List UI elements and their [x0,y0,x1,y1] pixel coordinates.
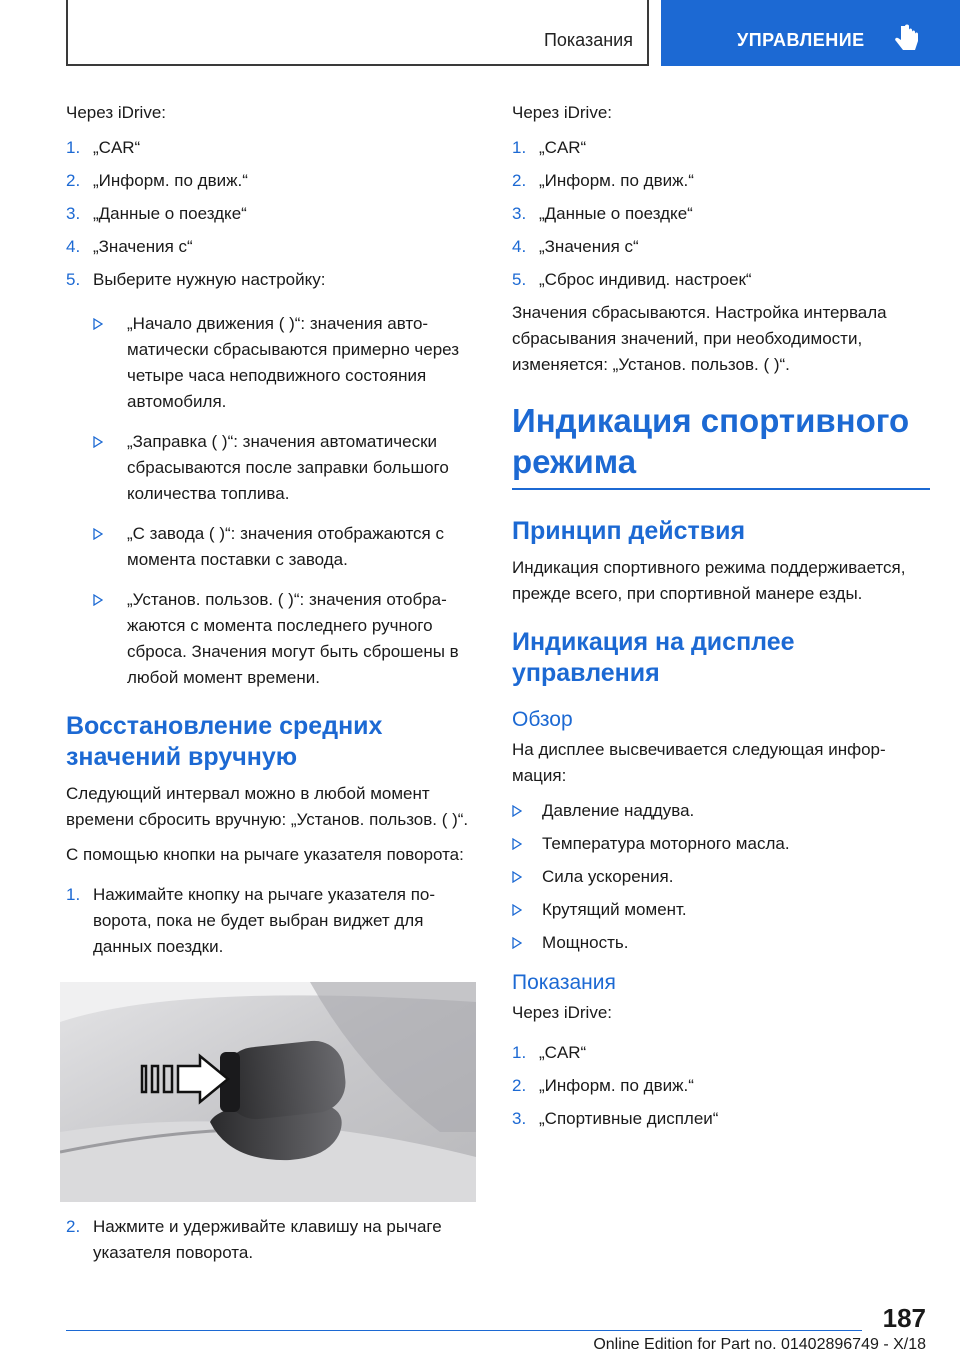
triangle-bullet-icon [512,937,522,949]
option-text: „Начало движения ( )“: значения автоматически сбрасываются примерно через четыре часа неподвижного состояния автомобиля. [127,314,460,411]
step-number: 4. [512,237,527,256]
option-text: „Установ. пользов. ( )“: значения отображаются с момента последнего ручного сброса. Значения могут быть сброшены в любой момент времени. [127,590,459,687]
step-number: 3. [512,1109,527,1128]
list-item [512,930,930,956]
step-number: 1. [66,885,81,904]
list-item [512,135,930,161]
right-steps-list [512,135,930,293]
list-item [66,201,478,227]
step-text: „Сброс индивид. настроек“ [539,270,752,289]
left-steps-list [66,135,478,293]
step-text: Нажимайте кнопку на рычаге указателя поворота, пока не будет выбран виджет для данных поездки. [93,885,436,956]
triangle-bullet-icon [512,904,522,916]
overview-heading: Обзор [512,708,573,731]
manual-reset-heading: Восстановление средних значений вручную [66,712,383,771]
list-item [93,587,478,691]
step-number: 1. [512,1043,527,1062]
list-item [512,1073,930,1099]
right-column [512,100,930,1139]
overview-item-text: Мощность. [542,933,629,952]
reset-options-list [93,311,478,691]
principle-text: Индикация спортивного режима поддерживается, прежде всего, при спортивной манере езды. [512,558,906,603]
step-text: „CAR“ [539,138,587,157]
step-text: „Данные о поездке“ [93,204,247,223]
sport-display-heading: Индикация спортивного режима [512,400,930,490]
option-text: „С завода ( )“: значения отображаются с момента поставки с завода. [127,524,444,569]
step-number: 2. [66,1217,81,1236]
left-column [66,100,478,1273]
list-item [66,234,478,260]
hand-pointer-icon [895,24,921,54]
triangle-bullet-icon [93,594,103,606]
list-item [66,168,478,194]
header-tab-readings [66,0,649,66]
header-tab-controls-label: УПРАВЛЕНИЕ [737,30,865,50]
list-item [512,267,930,293]
step-text: „CAR“ [539,1043,587,1062]
step-number: 5. [66,270,81,289]
overview-list [512,798,930,956]
triangle-bullet-icon [512,805,522,817]
right-intro: Через iDrive: [512,103,613,122]
list-item [512,201,930,227]
step-number: 1. [66,138,81,157]
manual-steps-list [66,882,478,960]
list-item [512,1040,930,1066]
overview-item-text: Температура моторного масла. [542,834,790,853]
readings-heading: Показания [512,971,616,994]
step-text: „Информ. по движ.“ [93,171,248,190]
step-number: 2. [512,171,527,190]
lever-button-illustration-graphic [60,982,476,1202]
triangle-bullet-icon [512,871,522,883]
principle-heading: Принцип действия [512,517,746,545]
step-text: „Значения с“ [93,237,193,256]
step-text: „Значения с“ [539,237,639,256]
left-intro: Через iDrive: [66,103,167,122]
footer-edition: Online Edition for Part no. 01402896749 - X/18 [593,1336,926,1353]
list-item [512,864,930,890]
step-number: 2. [512,1076,527,1095]
step-number: 5. [512,270,527,289]
list-item [93,521,478,573]
list-item [93,311,478,415]
step-number: 4. [66,237,81,256]
overview-item-text: Сила ускорения. [542,867,674,886]
turn-signal-lever-illustration [60,982,476,1202]
triangle-bullet-icon [93,528,103,540]
step-text: Выберите нужную настройку: [93,270,326,289]
list-item [66,135,478,161]
step-text: Нажмите и удерживайте клавишу на рычаге указателя поворота. [93,1217,442,1262]
step-number: 2. [66,171,81,190]
list-item [512,168,930,194]
manual-reset-paragraph: Следующий интервал можно в любой момент времени сбросить вручную: „Установ. пользов. ( )“. [66,784,469,829]
step-text: „Информ. по движ.“ [539,171,694,190]
step-text: „Данные о поездке“ [539,204,693,223]
header-tab-readings-label: Показания [543,30,633,50]
triangle-bullet-icon [512,838,522,850]
page-number: 187 [882,1303,926,1333]
control-display-heading: Индикация на дисплее управления [512,628,795,687]
step-text: „Информ. по движ.“ [539,1076,694,1095]
list-item [93,429,478,507]
list-item [512,831,930,857]
reset-note: Значения сбрасываются. Настройка интервала сбрасывания значений, при необходимости, изменяется: „Установ. пользов. ( )“. [512,303,887,374]
manual-steps-list-2 [66,1214,478,1266]
list-item [512,798,930,824]
list-item [66,882,478,960]
step-number: 1. [512,138,527,157]
step-text: „Спортивные дисплеи“ [539,1109,719,1128]
overview-text: На дисплее высвечивается следующая информация: [512,740,886,785]
footer-divider [66,1330,862,1331]
option-text: „Заправка ( )“: значения автоматически сбрасываются после заправки большого количества топлива. [127,432,449,503]
header-tab-controls [661,0,960,66]
readings-steps-list [512,1040,930,1132]
list-item [66,267,478,293]
manual-reset-paragraph-2: С помощью кнопки на рычаге указателя поворота: [66,845,464,864]
overview-item-text: Крутящий момент. [542,900,687,919]
readings-intro: Через iDrive: [512,1003,613,1022]
list-item [512,1106,930,1132]
triangle-bullet-icon [93,318,103,330]
list-item [512,897,930,923]
list-item [512,234,930,260]
list-item [66,1214,478,1266]
triangle-bullet-icon [93,436,103,448]
overview-item-text: Давление наддува. [542,801,695,820]
step-number: 3. [66,204,81,223]
step-text: „CAR“ [93,138,141,157]
step-number: 3. [512,204,527,223]
